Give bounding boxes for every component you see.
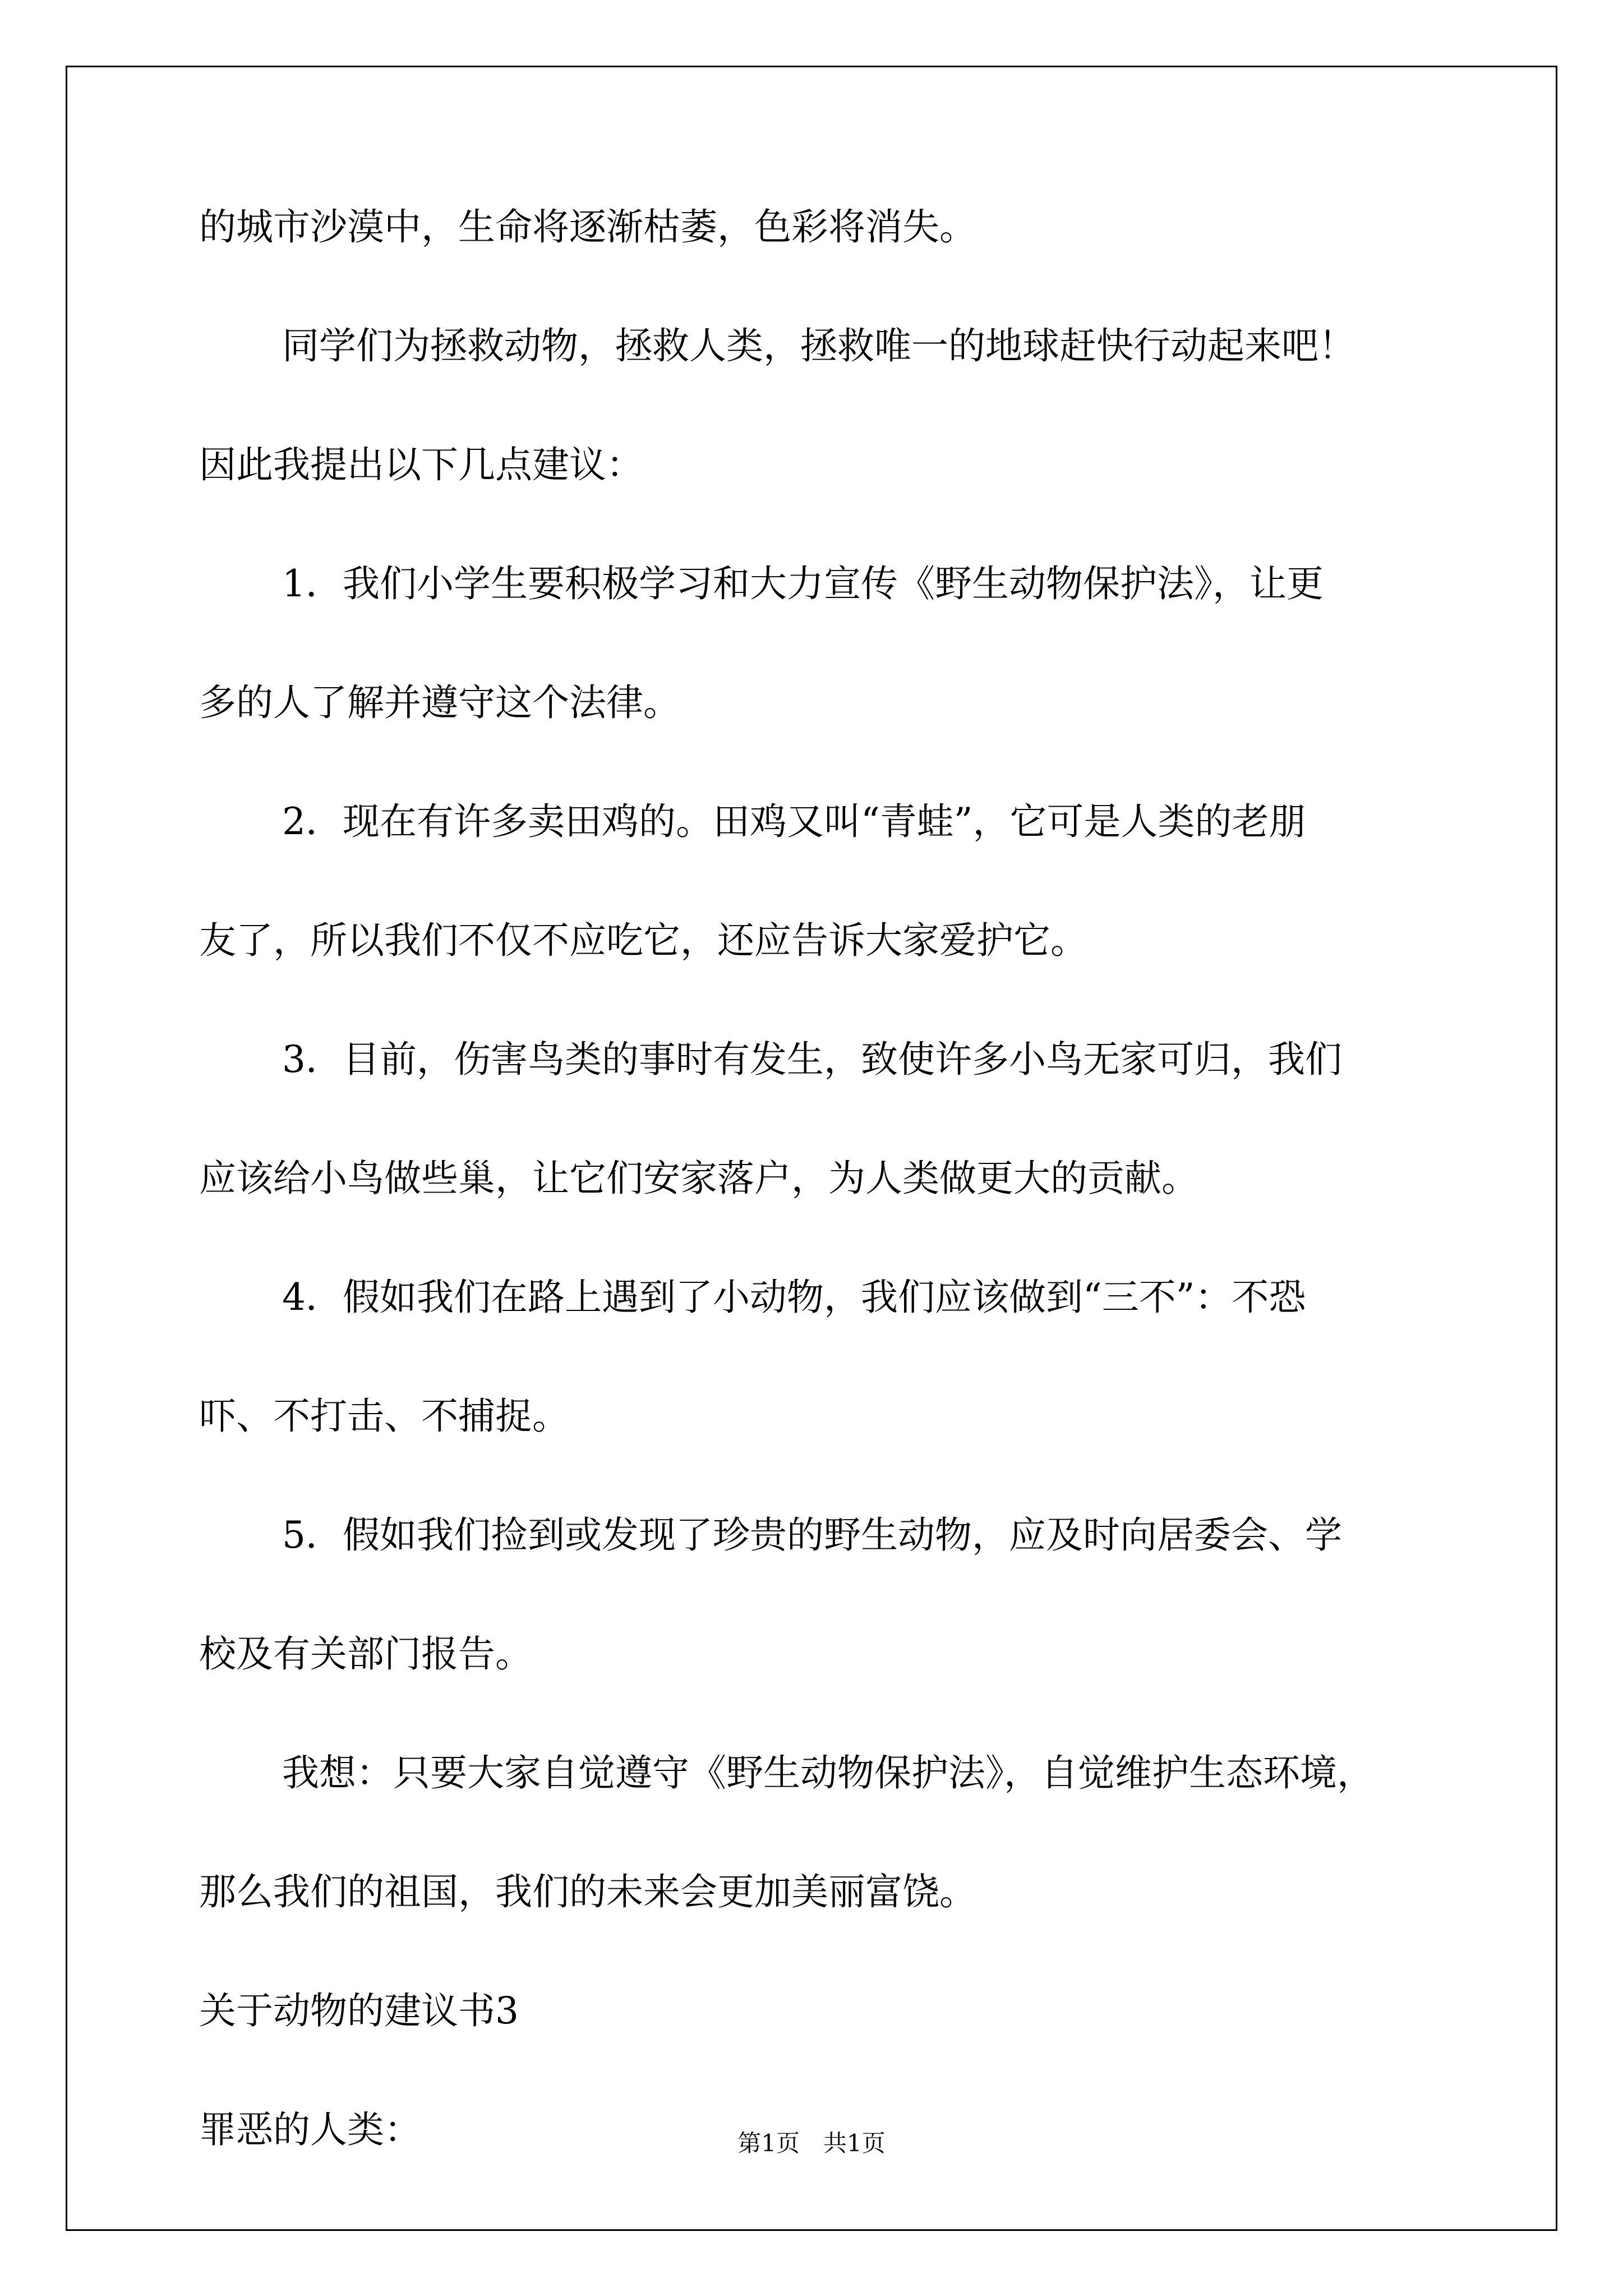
text-line: 我想：只要大家自觉遵守《野生动物保护法》，自觉维护生态环境， [282, 1751, 1374, 1795]
text-line: 友了，所以我们不仅不应吃它，还应告诉大家爱护它。 [199, 919, 1087, 962]
text-line: 同学们为拯救动物，拯救人类，拯救唯一的地球赶快行动起来吧！ [282, 324, 1355, 367]
text-line: 那么我们的祖国，我们的未来会更加美丽富饶。 [199, 1870, 976, 1913]
text-line: 多的人了解并遵守这个法律。 [199, 681, 680, 724]
salutation: 罪恶的人类： [199, 2108, 421, 2151]
text-line: 5．假如我们捡到或发现了珍贵的野生动物，应及时向居委会、学 [282, 1513, 1342, 1557]
text-line: 校及有关部门报告。 [199, 1632, 532, 1676]
text-line: 1．我们小学生要积极学习和大力宣传《野生动物保护法》，让更 [282, 562, 1324, 605]
text-line: 的城市沙漠中，生命将逐渐枯萎，色彩将消失。 [199, 205, 976, 249]
text-line: 3．目前，伤害鸟类的事时有发生，致使许多小鸟无家可归，我们 [282, 1038, 1342, 1081]
text-line: 应该给小鸟做些巢，让它们安家落户，为人类做更大的贡献。 [199, 1157, 1198, 1200]
text-line: 因此我提出以下几点建议： [199, 443, 643, 486]
text-line: 4．假如我们在路上遇到了小动物，我们应该做到“三不”：不恐 [282, 1276, 1306, 1319]
section-heading: 关于动物的建议书3 [199, 1989, 519, 2032]
page-number: 第1页 共1页 [737, 2129, 886, 2157]
text-line: 2．现在有许多卖田鸡的。田鸡又叫“青蛙”，它可是人类的老朋 [282, 800, 1306, 843]
text-line: 吓、不打击、不捕捉。 [199, 1395, 569, 1438]
